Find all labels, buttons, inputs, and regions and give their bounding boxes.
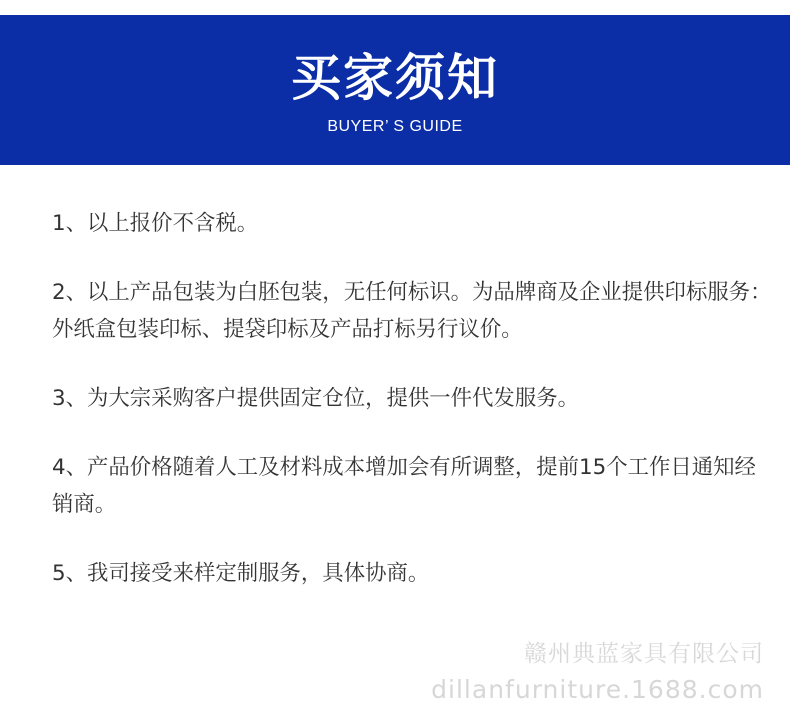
notice-item-5: 5、我司接受来样定制服务，具体协商。 <box>52 561 430 586</box>
page-title: 买家须知 <box>291 49 499 107</box>
notice-item-2: 2、以上产品包装为白胚包装，无任何标识。为品牌商及企业提供印标服务：外纸盒包装印标、提袋印标及产品打标另行议价。 <box>52 280 772 342</box>
watermark-url: dillanfurniture.1688.com <box>431 675 764 704</box>
watermark-company: 赣州典蓝家具有限公司 <box>524 641 764 667</box>
notice-list <box>52 205 774 624</box>
notice-item-3: 3、为大宗采购客户提供固定仓位，提供一件代发服务。 <box>52 386 579 411</box>
header-banner <box>0 15 790 165</box>
notice-item-4: 4、产品价格随着人工及材料成本增加会有所调整，提前15个工作日通知经销商。 <box>52 455 756 517</box>
page-subtitle: BUYER’ S GUIDE <box>327 118 463 135</box>
notice-item-1: 1、以上报价不含税。 <box>52 211 259 236</box>
